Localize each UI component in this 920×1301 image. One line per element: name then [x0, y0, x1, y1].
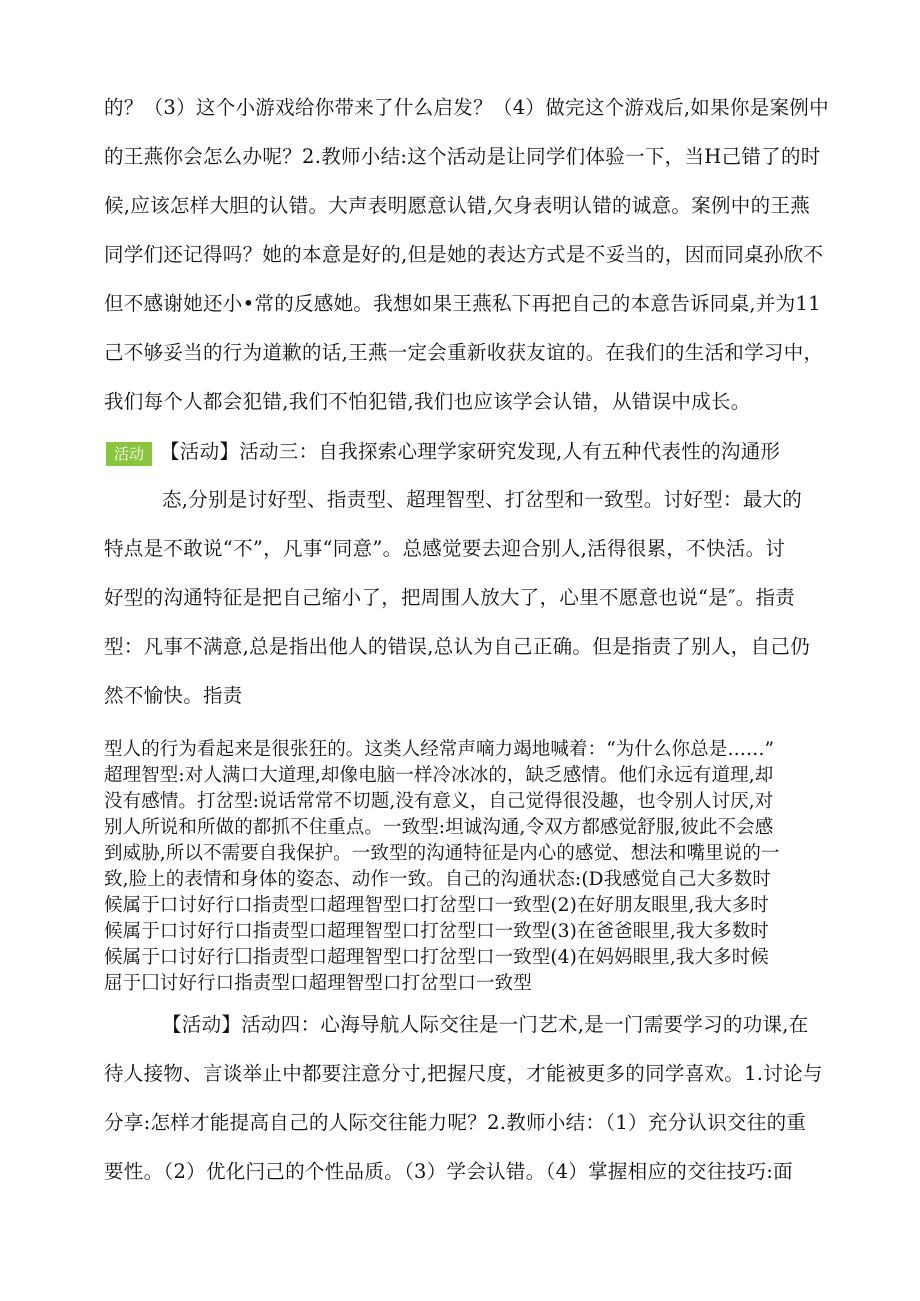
- text-line: 没有感情。打岔型:说话常常不切题,没有意义，自己觉得很没趣，也令别人讨厌,对: [104, 791, 774, 812]
- text-line: 候属于口讨好行囗指责型口超理智型口打岔型口一致型(4)在妈妈眼里,我大多时候: [104, 947, 769, 968]
- text-line: 致,脸上的表情和身体的姿态、动作一致。自己的沟通状态:(D我感觉自己大多数时: [104, 869, 771, 890]
- text-line: 好型的沟通特征是把自己缩小了，把周围人放大了，心里不愿意也说“是″。指责: [104, 586, 796, 609]
- text-line: 【活动】活动三：自我探索心理学家研究发现,人有五种代表性的沟通形: [160, 440, 781, 463]
- text-line: 分享:怎样才能提高自己的人际交往能力呢？2.教师小结：（1）充分认识交往的重: [104, 1111, 807, 1134]
- activity-tag: 活动: [106, 442, 152, 466]
- text-line: 的王燕你会怎么办呢？2.教师小结:这个活动是让同学们体验一下，当H己错了的时: [104, 145, 821, 168]
- text-line: 同学们还记得吗？她的本意是好的,但是她的表达方式是不妥当的，因而同桌孙欣不: [104, 243, 824, 266]
- text-line: 特点是不敢说“不”，凡事“同意”。总感觉要去迎合别人,活得很累，不快活。讨: [104, 537, 786, 560]
- text-line: 然不愉快。指责: [104, 684, 243, 707]
- text-line: 型：凡事不满意,总是指出他人的错误,总认为自己正确。但是指责了别人，自己仍: [104, 635, 810, 658]
- text-line: 超理智型:对人满口大道理,却像电脑一样冷冰冰的，缺乏感情。他们永远有道理,却: [104, 765, 774, 786]
- text-line: 的？（3）这个小游戏给你带来了什么启发？（4）做完这个游戏后,如果你是案例中: [104, 96, 829, 119]
- text-line: 候属于口讨好行口指责型口超理智型口打岔型口一致型(3)在爸爸眼里,我大多数时: [104, 921, 769, 942]
- text-line: 待人接物、言谈举止中都要注意分寸,把握尺度，才能被更多的同学喜欢。1.讨论与: [104, 1062, 823, 1085]
- text-line: 【活动】活动四：心海导航人际交往是一门艺术,是一门需要学习的功课,在: [162, 1013, 809, 1036]
- text-line: 到威胁,所以不需要自我保护。一致型的沟通特征是内心的感觉、想法和嘴里说的一: [104, 843, 780, 864]
- text-line: 候属于口讨好行口指责型口超理智型口打岔型口一致型(2)在好朋友眼里,我大多时: [104, 895, 769, 916]
- text-line: 我们每个人都会犯错,我们不怕犯错,我们也应该学会认错，从错误中成长。: [104, 390, 751, 413]
- text-line: 要性。（2）优化闩己的个性品质。（3）学会认错。（4）掌握相应的交往技巧:面: [104, 1160, 793, 1183]
- text-line: 己不够妥当的行为道歉的话,王燕一定会重新收获友谊的。在我们的生活和学习中，: [104, 341, 824, 364]
- text-line: 别人所说和所做的都抓不住重点。一致型:坦诚沟通,令双方都感觉舒服,彼此不会感: [104, 817, 774, 838]
- text-line: 型人的行为看起来是很张狂的。这类人经常声嘀力竭地喊着：“为什么你总是……”: [104, 739, 775, 760]
- text-line: 但不感谢她还小•常的反感她。我想如果王燕私下再把自己的本意告诉同桌,并为11: [104, 292, 821, 315]
- text-line: 态,分别是讨好型、指责型、超理智型、打岔型和一致型。讨好型：最大的: [162, 488, 803, 511]
- text-line: 屈于囗讨好行口指责型口超理智型口打岔型口一致型: [104, 973, 532, 994]
- text-line: 候,应该怎样大胆的认错。大声表明愿意认错,欠身表明认错的诚意。案例中的王燕: [104, 194, 810, 217]
